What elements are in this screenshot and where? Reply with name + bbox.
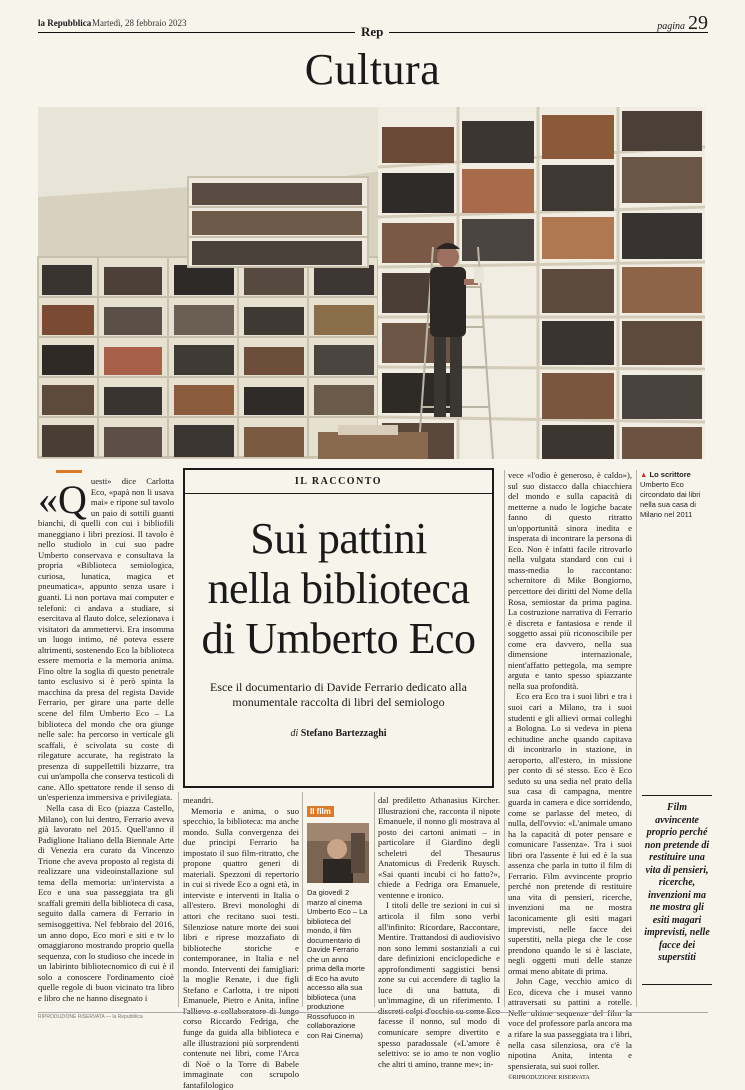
section-title: Cultura <box>304 45 441 94</box>
library-illustration <box>38 107 705 459</box>
byline <box>195 728 482 739</box>
paragraph: I titoli delle tre sezioni in cui si articola il film sono verbi all'infinito: Ricordare, Raccontare, Mentire. Trattandosi di audiovisivo non sono lemmi sostanziali a cui dare definizioni enciclopediche e approfondimenti saggistici bensì zone su cui accendere di taglio la luce di una battuta, di un'immagine, di un riferimento. I discreti colpi d'occhio su come Eco facesse il nonno, sul modo di comunicare sempre divertito e spesso paradossale («L'amore è selettivo: se io amo te non voglio che altri ti amino, tranne me»; in- <box>378 900 500 1069</box>
photo-caption <box>640 470 710 520</box>
headline-box <box>183 468 494 788</box>
paragraph: uesti» dice Carlotta Eco, «papà non li usava mai» e ripone sul tavolo un paio di sottili guanti bianchi, di quelli con cui i bibliofili maneggiano i libri preziosi. Il tavolo è nello studiolo in cui suo padre Umberto conservava e consultava la propria «Biblioteca semiologica, curiosa, lunatica, magica et pneumatica», appunto senza usare i guanti. Li non portava mai computer e telefoni: ci andava a studiare, si esercitava al flauto dolce, selezionava i visitatori da ammettervi. Era insomma un luogo intimo, né poteva essere altrimenti, sostenendo Eco la biblioteca essere memoria e la memoria anima. Fino oltre la soglia di questo penetrale tanto esclusivo si è però spinta la macchina da presa del regista Davide Ferrario, per girare una parte delle scene del film Umberto Eco – La biblioteca del mondo che ora giunge nelle sale: ha percorso in verticale gli scaffali, è scivolata su coste di rilegature accurate, ha registrato la presenza di suppellettili bizzarre, tra cui un'ampolla che conserva testicoli di cane. Allo spettatore rende il senso di un'esperienza immersiva e privilegiata. <box>38 476 174 803</box>
column-divider <box>374 792 375 1007</box>
page-number-value: 29 <box>688 12 708 34</box>
headline-line: Sui pattini <box>250 514 427 563</box>
caption-triangle-icon: ▲ <box>640 470 648 479</box>
paragraph: vece «l'odio è generoso, è caldo»), sul suo distacco dalla chiacchiera del mondo e sulla capacità di metterne a nudo le logiche bacate fanno di questo ritratto un'opportunità sinora inedita e insperata di incontrare la persona di Eco. Non è infatti facile ritrovarlo nella vulgata standard con cui i mass-media lo raccontano: schernitore di Mike Bongiorno, percettore dei diritti del Nome della Rosa, semiostar da prima pagina. La costruzione narrativa di Ferrario è discreta e fantasiosa e rende il soggetto assai più riconoscibile per come era davvero, nella sua dimensione internazionale, nient'affatto pettegola, ma sempre arguta e tanto spesso spiazzante nella sua profondità. <box>508 470 632 691</box>
column-divider <box>178 792 179 1007</box>
paragraph: meandri. <box>183 795 214 805</box>
masthead: la Repubblica <box>38 18 92 28</box>
paragraph: Memoria e anima, o suo specchio, la biblioteca: ma anche mondo. Sulla convergenza dei due principi Ferrario ha impostato il suo film-ritratto, che propone quattro generi di materiali. Spezzoni di repertorio in cui si rivede Eco a ogni età, in interviste e interventi in Italia o all'estero. Brevi monologhi di attori che recitano suoi testi. Silenziose nature morte dei suoi libri e riprese mozzafiato di biblioteche storiche e contemporanee, in Italia e nel mondo. Interventi dei famigliari: la moglie Renate, i due figli Stefano e Carlotta, i tre nipoti Emanuele, Pietro e Anita, infine l'allievo e collaboratore di lungo corso Riccardo Fedriga, che funge da guida alla biblioteca e alle illustrazioni più sorprendenti contenute nei libri, come l'Arca di Noè o la Torre di Babele immaginate con scrupolo fantafilologico <box>183 805 299 1090</box>
pull-quote: Film avvincente proprio perché non pretende di restituire una vita di pensieri, ricerche, invenzioni ma ne mostra gli esiti magari imprevisti, nelle facce dei superstiti <box>642 795 712 985</box>
column-divider <box>636 470 637 1007</box>
caption-text: Umberto Eco circondato dai libri nella sua casa di Milano nel 2011 <box>640 480 701 519</box>
film-info-text: Da giovedì 2 marzo al cinema Umberto Eco – La biblioteca del mondo, il film documentario di Davide Ferrario che un anno prima della morte di Eco ha avuto accesso alla sua biblioteca (una produzione Rossofuoco in collaborazione con Rai Cinema) <box>307 888 368 1040</box>
article-column-4 <box>508 470 632 1082</box>
film-info-box <box>307 801 369 1040</box>
film-thumbnail <box>307 823 369 883</box>
subtitle: Esce il documentario di Davide Ferrario dedicato alla monumentale raccolta di libri del semiologo <box>210 680 467 709</box>
accent-bar <box>56 470 82 473</box>
film-tag: Il film <box>307 806 334 817</box>
paragraph: Nella casa di Eco (piazza Castello, Milano), con lui dentro, Ferrario aveva già lavorato nel 2015. Quell'anno il Padiglione Italiano della Biennale Arte di Venezia era curato da Vincenzo Trione che aveva proposto al regista di realizzare una videoinstallazione sul tema della memoria: un'intervista a Eco e una sua passeggiata tra gli scaffali gremiti della biblioteca di casa, seguito dalla camera di Ferrario in semisoggettiva. Nel febbraio del 2016, un anno dopo, Eco morì e siti e tv lo omaggiarono mostrando proprio quella sequenza, con lo studioso che incede in un labirinto bibliotecnomico di cui è il solo a conoscere l'ordinamento cioè quelle regole di buon vicinato tra libro e libro che ne hanno disegnato i <box>38 802 174 1003</box>
rep-label: Rep <box>355 24 389 40</box>
paragraph: dal prediletto Athanasius Kircher. Illustrazioni che, racconta il nipote Emanuele, il nonno gli mostrava al posto dei cartoni animati – in particolare il Giardino degli scheletri del Thesaurus Anatomicus di Frederik Ruysch. «Sai quanti incubi ci ho fatto?», chiede a Fedriga ora Emanuele, ventenne e ironico. <box>378 795 500 900</box>
byline-author: Stefano Bartezzaghi <box>300 728 387 739</box>
article-column-3 <box>378 795 500 1069</box>
byline-prefix: di <box>290 728 299 739</box>
article-column-1 <box>38 476 174 1006</box>
page-label: pagina <box>657 21 685 32</box>
headline-line: di Umberto Eco <box>201 614 476 663</box>
headline <box>195 514 482 664</box>
column-divider <box>504 470 505 1007</box>
article-column-2 <box>183 795 299 1090</box>
paragraph: Eco era Eco tra i suoi libri e tra i suoi cari a Milano, tra i suoi studenti e gli allievi ormai colleghi a Bologna. Lo si vedeva in piena echitudine anche quando capitava di incontrarlo in stazione, in aeroporto, all'estero, in missione per conto di sé stesso. Eco è Eco seduto su una sedia nel prato della sua casa di campagna, mentre guarda in camera e dice sorridendo, come se parlasse del meteo, di nulla, dell'ovvio: «L'animale umano ha la capacità di poter pensare e comunicare l'assenza». Tra i suoi libri ora l'assente è lui ed è la sua assenza che parla in tutto il film di Ferrario. Film avvincente proprio perché non pretende di restituire una vita di pensieri, ricerche, invenzioni ma ne mostra laconicamente gli esiti magari imprevisti, nelle facce dei superstiti, nella piega che le cose prendono quando le si è lasciate, negli oggetti muti delle stanze ormai meno abitate di prima. <box>508 691 632 976</box>
issue-date: Martedì, 28 febbraio 2023 <box>92 18 187 28</box>
kicker: IL RACCONTO <box>185 476 492 494</box>
copyright: ©RIPRODUZIONE RISERVATA <box>508 1075 590 1082</box>
drop-cap: «Q <box>38 477 87 522</box>
headline-line: nella biblioteca <box>207 564 470 613</box>
paragraph: John Cage, vecchio amico di Eco, diceva che i musei vanno attraversati su pattini a rotelle. Nelle ultime sequenze del film la voce del professore parla ancora ma a rifare la sua passeggiata tra i libri, nella casa silenziosa, ora c'è la nipotina Anita, intenta e spensierata, sui suoi roller. <box>508 976 632 1071</box>
library-photo <box>38 107 705 459</box>
film-still-image <box>307 823 369 883</box>
page-footer: RIPRODUZIONE RISERVATA — la Repubblica <box>38 1012 708 1020</box>
column-divider <box>302 792 303 1007</box>
caption-title: Lo scrittore <box>649 470 691 479</box>
